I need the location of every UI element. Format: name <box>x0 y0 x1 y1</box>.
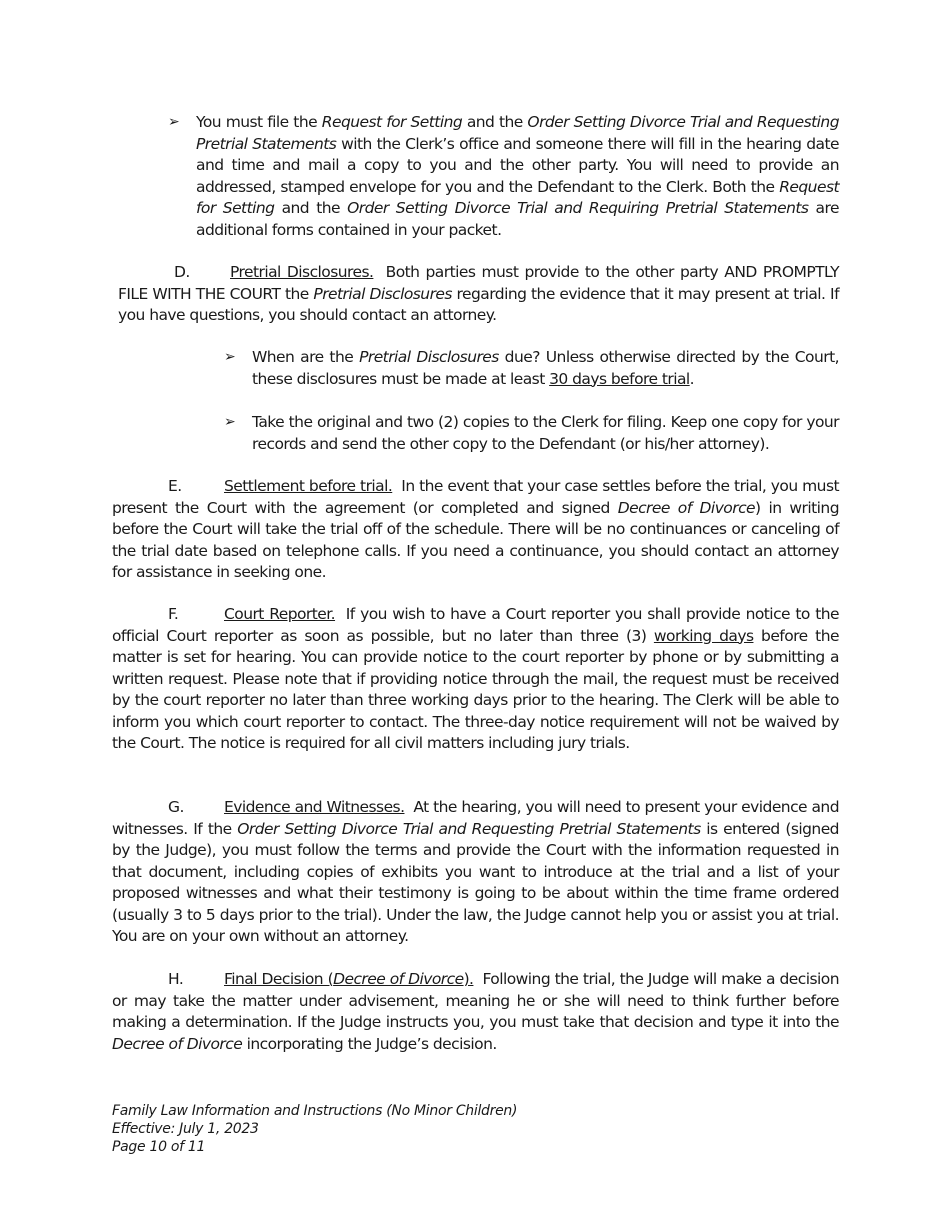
section-letter: H. <box>168 970 184 988</box>
section-g-paragraph: G. Evidence and Witnesses. At the hearing, you will need to present your evidence and witnesses. If the Order Setting Divorce Trial and Requesting Pretrial Statements is entered (signed by the Judge), you must follow the terms and provide the Court with the information requested in that document, including copies of exhibits you want to introduce at the trial and a list of your proposed witnesses and what their testimony is going to be about within the time frame ordered (usually 3 to 5 days prior to the trial). Under the law, the Judge cannot help you or assist you at trial. You are on your own without an attorney. <box>112 798 839 945</box>
bullet-text: Take the original and two (2) copies to the Clerk for filing. Keep one copy for your records and send the other copy to the Defendant (or his/her attorney). <box>252 413 839 453</box>
page-footer <box>112 1102 517 1156</box>
section-heading: Court Reporter. <box>224 605 336 623</box>
section-letter: E. <box>168 477 182 495</box>
section-heading: Evidence and Witnesses. <box>224 798 405 816</box>
bullet-text: You must file the Request for Setting and the Order Setting Divorce Trial and Requesting Pretrial Statements with the Clerk’s office and someone there will fill in the hearing date and time and mail a copy to you and the other party. You will need to provide an addressed, stamped envelope for you and the Defendant to the Clerk. Both the Request for Setting and the Order Setting Divorce Trial and Requiring Pretrial Statements are additional forms contained in your packet. <box>196 113 839 239</box>
bullet-disclosures-due <box>224 347 839 390</box>
section-heading: Settlement before trial. <box>224 477 393 495</box>
bullet-text: When are the Pretrial Disclosures due? Unless otherwise directed by the Court, these disclosures must be made at least 30 days before trial. <box>252 348 839 388</box>
section-letter: G. <box>168 798 184 816</box>
section-letter: F. <box>168 605 179 623</box>
bullet-copies-to-clerk <box>224 412 839 455</box>
section-heading: Final Decision (Decree of Divorce). <box>224 970 474 988</box>
footer-title: Family Law Information and Instructions (No Minor Children) <box>112 1103 518 1119</box>
arrow-bullet-icon: ➢ <box>168 114 180 130</box>
arrow-bullet-icon: ➢ <box>224 414 236 430</box>
section-d-paragraph: D. Pretrial Disclosures. Both parties must provide to the other party AND PROMPTLY FILE WITH THE COURT the Pretrial Disclosures regarding the evidence that it may present at trial. If you have questions, you should contact an attorney. <box>118 263 840 324</box>
bullet-file-request <box>168 112 839 241</box>
section-heading: Pretrial Disclosures. <box>230 263 374 281</box>
section-e-paragraph: E. Settlement before trial. In the event that your case settles before the trial, you must present the Court with the agreement (or completed and signed Decree of Divorce) in writing before the Court will take the trial off of the schedule. There will be no continuances or canceling of the trial date based on telephone calls. If you need a continuance, you should contact an attorney for assistance in seeking one. <box>112 477 839 581</box>
section-f-paragraph: F. Court Reporter. If you wish to have a Court reporter you shall provide notice to the official Court reporter as soon as possible, but no later than three (3) working days before the matter is set for hearing. You can provide notice to the court reporter by phone or by submitting a written request. Please note that if providing notice through the mail, the request must be received by the court reporter no later than three working days prior to the hearing. The Clerk will be able to inform you which court reporter to contact. The three-day notice requirement will not be waived by the Court. The notice is required for all civil matters including jury trials. <box>112 605 839 752</box>
section-letter: D. <box>174 263 190 281</box>
arrow-bullet-icon: ➢ <box>224 349 236 365</box>
section-h-paragraph: H. Final Decision (Decree of Divorce). Following the trial, the Judge will make a decision or may take the matter under advisement, meaning he or she will need to think further before making a determination. If the Judge instructs you, you must take that decision and type it into the Decree of Divorce incorporating the Judge’s decision. <box>112 970 839 1053</box>
footer-effective-date: Effective: July 1, 2023 <box>112 1121 259 1137</box>
footer-page-number: Page 10 of 11 <box>112 1139 206 1155</box>
